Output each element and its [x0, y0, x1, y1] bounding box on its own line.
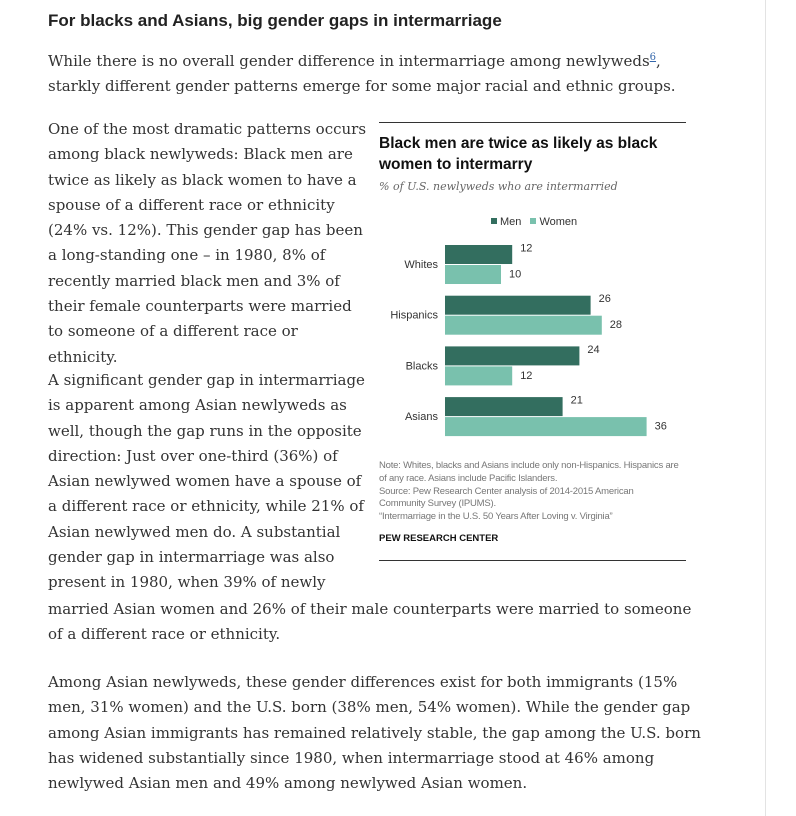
- legend-label-men: Men: [500, 216, 522, 228]
- chart-notes: [379, 460, 679, 524]
- category-label-asians: Asians: [404, 411, 438, 424]
- data-label-women-whites: 10: [509, 268, 522, 281]
- chart-figure: [379, 122, 686, 561]
- data-label-men-whites: 12: [520, 242, 533, 255]
- chart-subtitle: % of U.S. newlyweds who are intermarried: [379, 180, 618, 193]
- footnote-link[interactable]: 6: [649, 52, 657, 63]
- legend-swatch-men: [491, 218, 497, 224]
- legend-item-women: [530, 216, 577, 228]
- paragraph-black-newlyweds: One of the most dramatic patterns occurs among black newlyweds: Black men are twice as likely as black women to have a spouse of a different race or ethnicity (24% vs. 12%). This gender gap has been a long-standing one – in 1980, 8% of recently married black men and 3% of their female counterparts were married to someone of a different race or ethnicity.: [48, 120, 367, 366]
- data-label-women-asians: 36: [654, 420, 667, 433]
- data-label-men-blacks: 24: [587, 343, 600, 356]
- intro-text: While there is no overall gender difference in intermarriage among newlyweds: [48, 52, 650, 70]
- intro-paragraph: [48, 45, 688, 99]
- source-organization: PEW RESEARCH CENTER: [379, 533, 499, 544]
- chart-report-title: “Intermarriage in the U.S. 50 Years After Loving v. Virginia”: [379, 511, 613, 523]
- chart-note: Note: Whites, blacks and Asians include only non-Hispanics. Hispanics are of any race. Asians include Pacific Islanders.: [379, 460, 679, 484]
- data-label-women-blacks: 12: [520, 369, 533, 382]
- bar-women-hispanics: [445, 316, 602, 335]
- bar-men-hispanics: [445, 296, 591, 315]
- bar-women-whites: [445, 265, 501, 284]
- bar-men-blacks: [445, 346, 579, 365]
- data-label-men-hispanics: 26: [598, 293, 611, 306]
- data-label-women-hispanics: 28: [609, 319, 623, 332]
- bar-chart-plot: [379, 238, 686, 448]
- bar-men-whites: [445, 245, 512, 264]
- bar-women-asians: [445, 417, 647, 436]
- intro-text-end: , starkly different gender patterns emerge for some major racial and ethnic groups.: [48, 52, 676, 95]
- legend-swatch-women: [530, 218, 536, 224]
- category-label-whites: Whites: [404, 259, 438, 271]
- chart-source: Source: Pew Research Center analysis of 2014-2015 American Community Survey (IPUMS).: [379, 485, 634, 510]
- paragraph-asian-immigrants: Among Asian newlyweds, these gender differences exist for both immigrants (15% men, 31% women) and the U.S. born (38% men, 54% women). While the gender gap among Asian immigrants has remained relatively stable, the gap among the U.S. born has widened substantially since 1980, when intermarriage stood at 46% among newlywed Asian men and 49% among newlywed Asian women.: [48, 673, 701, 793]
- data-label-men-asians: 21: [570, 394, 583, 407]
- legend-item-men: [491, 216, 521, 228]
- section-heading: For blacks and Asians, big gender gaps in intermarriage: [48, 11, 502, 30]
- paragraph-asian-newlyweds-cont: married Asian women and 26% of their male counterparts were married to someone of a different race or ethnicity.: [48, 600, 692, 644]
- category-label-hispanics: Hispanics: [390, 309, 438, 322]
- legend-label-women: Women: [539, 216, 578, 228]
- paragraph-asian-newlyweds: A significant gender gap in intermarriage is apparent among Asian newlyweds as well, though the gap runs in the opposite direction: Just over one-third (36%) of Asian newlywed women have a spouse of a different race or ethnicity, while 21% of Asian newlywed men do. A substantial gender gap in intermarriage was also present in 1980, when 39% of newly: [48, 371, 365, 592]
- chart-title: Black men are twice as likely as black women to intermarry: [379, 135, 658, 173]
- bar-women-blacks: [445, 366, 512, 385]
- chart-legend: [491, 216, 583, 228]
- category-label-blacks: Blacks: [405, 360, 438, 373]
- bar-men-asians: [445, 397, 563, 416]
